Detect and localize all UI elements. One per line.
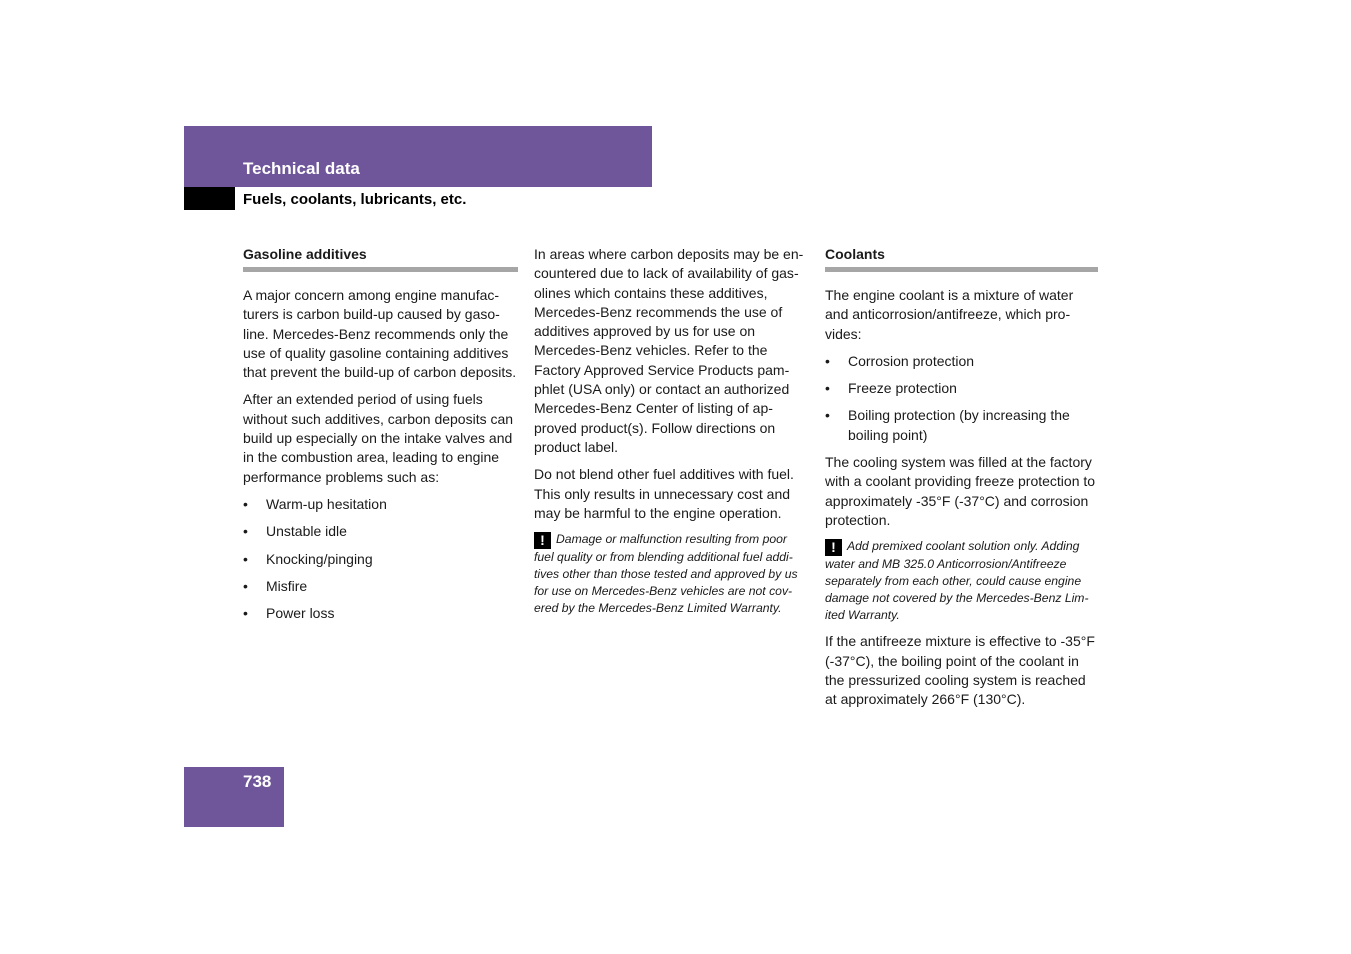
list-item: • Corrosion protection — [825, 352, 1098, 371]
paragraph: A major concern among engine manufacturers is carbon build-up caused by gasoline. Mercedes-Benz recommends only the use of quality gasoline containing additives that prevent the build-up of carbon deposits. — [243, 287, 517, 381]
list-item: • Warm-up hesitation — [243, 495, 518, 514]
bullet-icon: • — [243, 550, 248, 567]
list-item: • Unstable idle — [243, 522, 518, 541]
page-number: 738 — [243, 772, 272, 791]
heading-gasoline-additives: Gasoline additives — [243, 245, 518, 272]
list-item: • Boiling protection (by increasing the boiling point) — [825, 407, 1070, 443]
paragraph: After an extended period of using fuels without such additives, carbon deposits can build up especially on the intake valves and in the combustion area, leading to engine performance problems such as: — [243, 391, 514, 485]
column-coolants — [825, 245, 1098, 717]
subsection-title: Fuels, coolants, lubricants, etc. — [243, 191, 467, 208]
list-item: • Knocking/pinging — [243, 550, 518, 569]
section-tab-marker — [184, 187, 235, 210]
bullet-icon: • — [825, 407, 830, 424]
warning-icon: ! — [534, 532, 551, 549]
list-item: • Freeze protection — [825, 379, 1098, 398]
problem-list — [243, 495, 518, 623]
heading-coolants: Coolants — [825, 245, 1098, 272]
column-additives-continued — [534, 245, 809, 625]
paragraph: The cooling system was filled at the factory with a coolant providing freeze protection to approximately -35°F (-37°C) and corrosion protection. — [825, 454, 1096, 528]
paragraph: If the antifreeze mixture is effective to -35°F (-37°C), the boiling point of the coolant in the pressurized cooling system is reached at approximately 266°F (130°C). — [825, 633, 1095, 708]
bullet-icon: • — [825, 380, 830, 397]
bullet-icon: • — [243, 523, 248, 540]
column-gasoline-additives — [243, 245, 518, 631]
list-item: • Power loss — [243, 604, 518, 623]
protection-list — [825, 352, 1098, 445]
list-item: • Misfire — [243, 577, 518, 596]
bullet-icon: • — [243, 577, 248, 594]
warning-note: ! Add premixed coolant solution only. Adding water and MB 325.0 Anticorrosion/Antifreeze separately from each other, could cause engine damage not covered by the Mercedes-Benz Limited Warranty. — [825, 539, 1089, 623]
paragraph: In areas where carbon deposits may be encountered due to lack of availability of gasolines which contains these additives, Mercedes-Benz recommends the use of additives approved by us for use on Mercedes-Benz vehicles. Refer to the Factory Approved Service Products pamphlet (USA only) or contact an authorized Mercedes-Benz Center of listing of approved product(s). Follow directions on product label. — [534, 246, 804, 455]
warning-note: ! Damage or malfunction resulting from poor fuel quality or from blending additional fuel additives other than those tested and approved by us for use on Mercedes-Benz vehicles are not covered by the Mercedes-Benz Limited Warranty. — [534, 532, 798, 616]
section-title: Technical data — [243, 159, 360, 178]
bullet-icon: • — [243, 605, 248, 622]
warning-icon: ! — [825, 539, 842, 556]
bullet-icon: • — [825, 352, 830, 369]
bullet-icon: • — [243, 495, 248, 512]
paragraph: The engine coolant is a mixture of water and anticorrosion/antifreeze, which provides: — [825, 287, 1074, 342]
paragraph: Do not blend other fuel additives with fuel. This only results in unnecessary cost and may be harmful to the engine operation. — [534, 466, 794, 521]
